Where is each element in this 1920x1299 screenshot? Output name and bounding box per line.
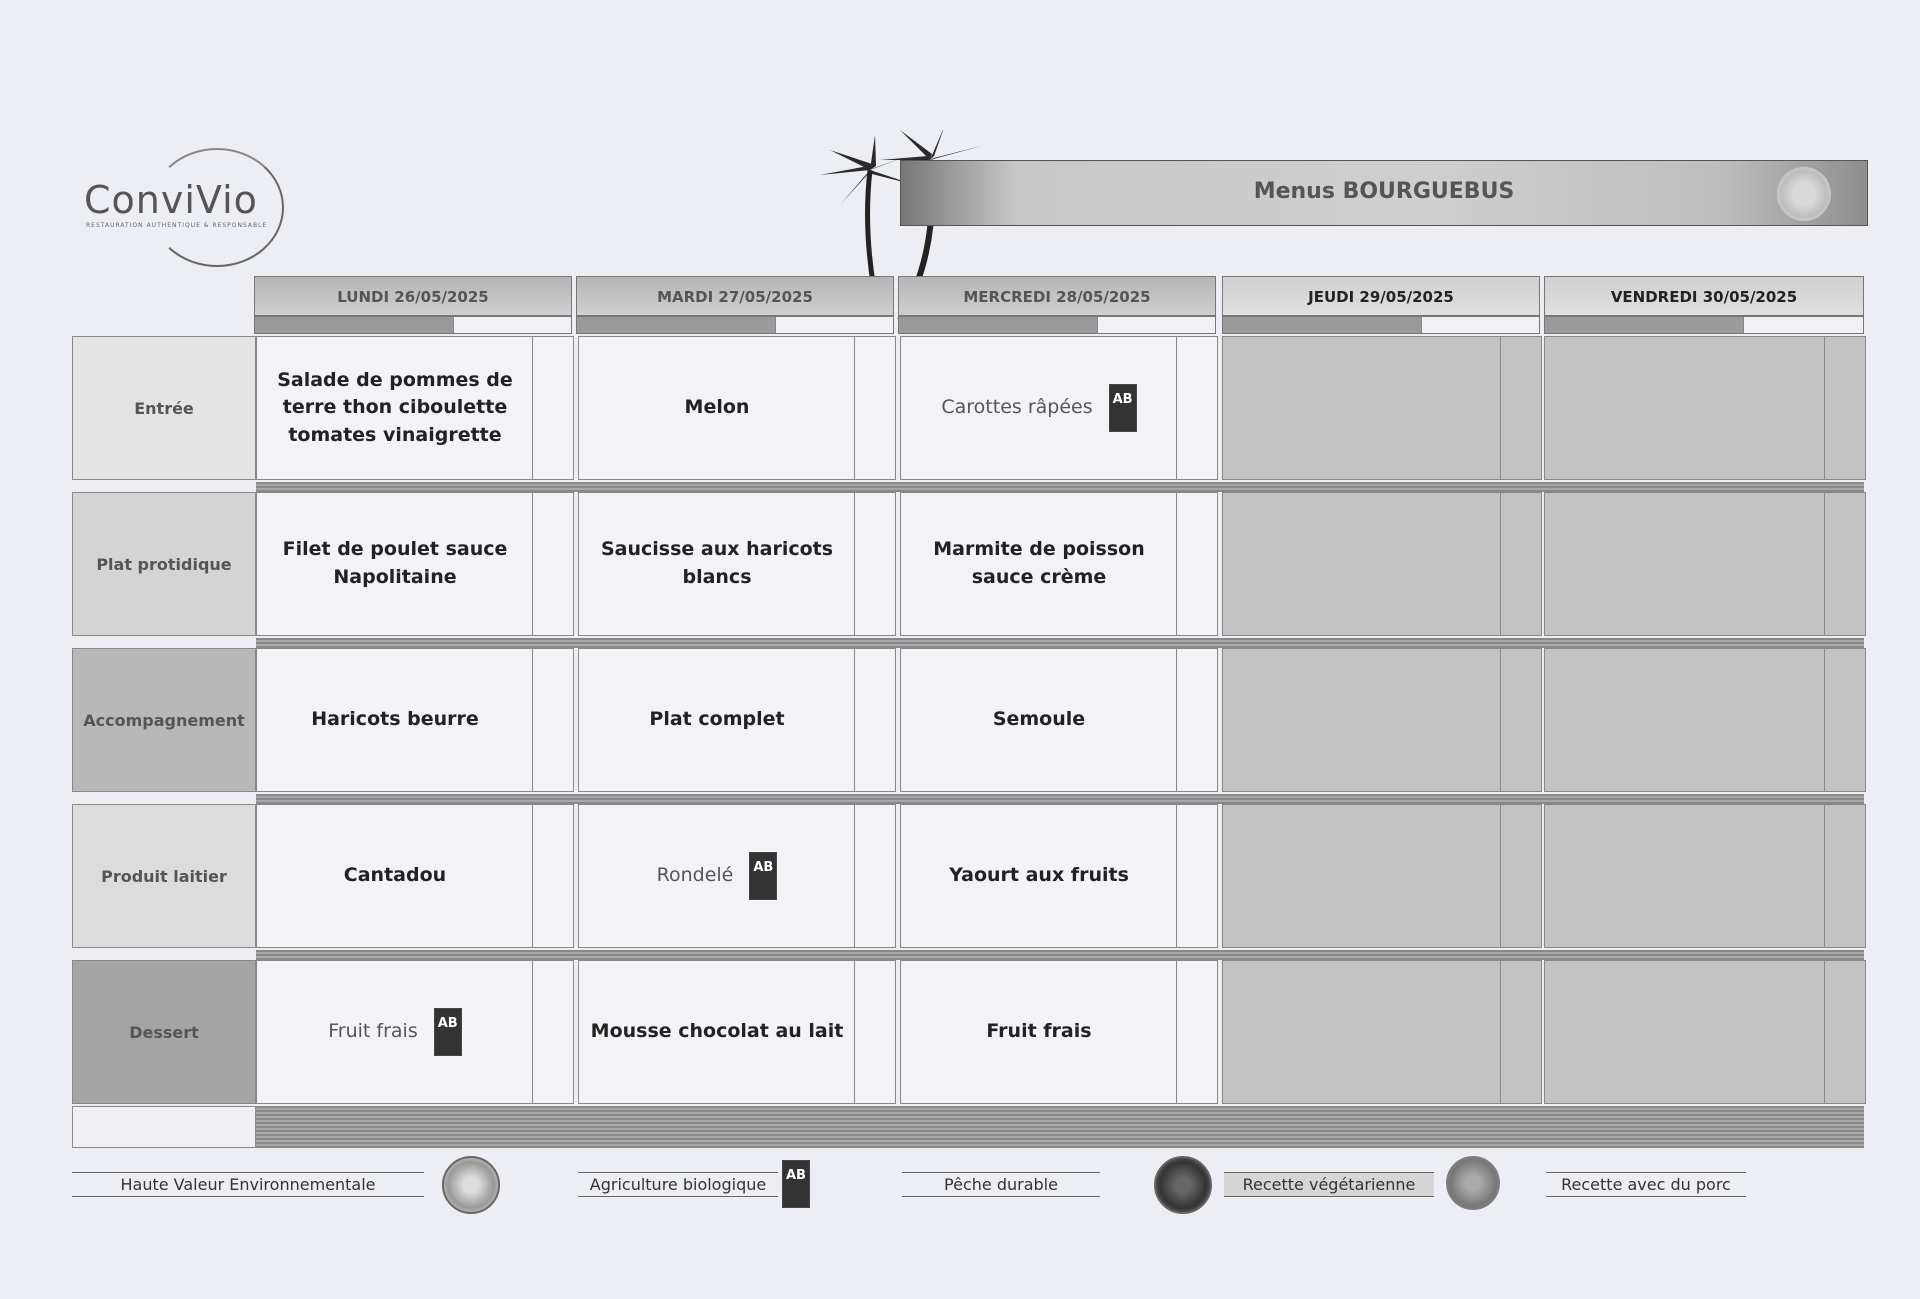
legend-peche: Pêche durable: [902, 1172, 1100, 1197]
day-subheader-vendredi: [1544, 316, 1864, 334]
row-label: Entrée: [72, 336, 256, 480]
cell-side-strip: [1176, 649, 1217, 791]
footer-empty-label: [72, 1106, 256, 1148]
row-separator: [256, 638, 1864, 648]
menu-cell-mercredi: [900, 648, 1218, 792]
menu-cell-jeudi: [1222, 960, 1542, 1104]
menu-cell-lundi: [256, 336, 574, 480]
menu-cell-lundi: [256, 960, 574, 1104]
menu-cell-lundi: [256, 648, 574, 792]
row-label: Produit laitier: [72, 804, 256, 948]
cell-content: [685, 394, 750, 422]
day-header-vendredi: VENDREDI 30/05/2025: [1544, 276, 1864, 316]
vegetarian-icon: [1446, 1156, 1500, 1210]
row-label: Dessert: [72, 960, 256, 1104]
menu-cell-mercredi: [900, 336, 1218, 480]
dish-name: Saucisse aux haricots blancs: [600, 538, 834, 588]
dish-name: Plat complet: [649, 708, 785, 731]
dish-name: Yaourt aux fruits: [949, 864, 1129, 887]
cell-content: [328, 1008, 462, 1056]
ab-logo-icon: AB: [749, 852, 777, 900]
cell-side-strip: [1824, 493, 1865, 635]
ab-logo-icon: AB: [1109, 384, 1137, 432]
dish-name: Cantadou: [343, 864, 447, 887]
cell-side-strip: [532, 805, 573, 947]
msc-seal-icon: [1154, 1156, 1212, 1214]
logo-name: ConviVio: [84, 178, 258, 222]
convivio-logo: [80, 140, 280, 280]
menu-cell-mardi: [578, 648, 896, 792]
menu-cell-mardi: [578, 960, 896, 1104]
cell-content: [907, 536, 1171, 591]
menu-cell-jeudi: [1222, 804, 1542, 948]
day-subheader-mardi: [576, 316, 894, 334]
cell-content: [993, 706, 1085, 734]
cell-side-strip: [1500, 805, 1541, 947]
footer-stripes: [256, 1106, 1864, 1148]
cell-content: [585, 536, 849, 591]
cell-side-strip: [532, 337, 573, 479]
day-header-mercredi: MERCREDI 28/05/2025: [898, 276, 1216, 316]
legend-bio: Agriculture biologique: [578, 1172, 778, 1197]
menu-cell-vendredi: [1544, 804, 1866, 948]
cell-side-strip: [854, 493, 895, 635]
logo-tagline: RESTAURATION AUTHENTIQUE & RESPONSABLE: [86, 222, 268, 229]
menu-cell-vendredi: [1544, 336, 1866, 480]
cell-side-strip: [1176, 805, 1217, 947]
row-separator: [256, 482, 1864, 492]
legend: [0, 1166, 1920, 1196]
menu-cell-lundi: [256, 492, 574, 636]
cell-side-strip: [1824, 649, 1865, 791]
cell-side-strip: [1176, 337, 1217, 479]
legend-porc: Recette avec du porc: [1546, 1172, 1746, 1197]
cell-content: [657, 852, 778, 900]
cell-side-strip: [532, 493, 573, 635]
cell-content: [263, 367, 527, 450]
dish-name: Melon: [684, 396, 750, 419]
day-subheader-lundi: [254, 316, 572, 334]
dish-name: Fruit frais: [328, 1020, 418, 1043]
sun-icon: [1777, 167, 1831, 221]
day-subheader-jeudi: [1222, 316, 1540, 334]
menu-cell-mercredi: [900, 804, 1218, 948]
dish-name: Rondelé: [656, 864, 734, 887]
day-header-lundi: LUNDI 26/05/2025: [254, 276, 572, 316]
cell-content: [344, 862, 446, 890]
cell-content: [949, 862, 1129, 890]
day-header-jeudi: JEUDI 29/05/2025: [1222, 276, 1540, 316]
day-header-mardi: MARDI 27/05/2025: [576, 276, 894, 316]
menu-cell-lundi: [256, 804, 574, 948]
dish-name: Filet de poulet sauce Napolitaine: [282, 538, 508, 588]
menu-cell-jeudi: [1222, 336, 1542, 480]
dish-name: Mousse chocolat au lait: [590, 1020, 844, 1043]
row-label: Accompagnement: [72, 648, 256, 792]
cell-side-strip: [1824, 805, 1865, 947]
cell-side-strip: [1500, 337, 1541, 479]
legend-vegetarien: Recette végétarienne: [1224, 1172, 1434, 1197]
menu-cell-mercredi: [900, 960, 1218, 1104]
dish-name: Carottes râpées: [941, 396, 1093, 419]
cell-side-strip: [532, 649, 573, 791]
cell-side-strip: [854, 649, 895, 791]
page-title: Menus BOURGUEBUS: [1253, 179, 1515, 204]
cell-content: [311, 706, 479, 734]
cell-content: [591, 1018, 844, 1046]
ab-logo-icon: AB: [434, 1008, 462, 1056]
menu-cell-vendredi: [1544, 492, 1866, 636]
cell-side-strip: [854, 961, 895, 1103]
cell-side-strip: [1500, 961, 1541, 1103]
title-banner: [900, 160, 1868, 226]
cell-side-strip: [1176, 961, 1217, 1103]
dish-name: Haricots beurre: [311, 708, 479, 731]
menu-cell-mardi: [578, 492, 896, 636]
cell-content: [263, 536, 527, 591]
cell-side-strip: [854, 337, 895, 479]
row-label: Plat protidique: [72, 492, 256, 636]
cell-content: [649, 706, 784, 734]
menu-cell-mardi: [578, 804, 896, 948]
row-separator: [256, 950, 1864, 960]
menu-cell-vendredi: [1544, 960, 1866, 1104]
hve-seal-icon: [442, 1156, 500, 1214]
dish-name: Marmite de poisson sauce crème: [933, 538, 1145, 588]
dish-name: Semoule: [992, 708, 1086, 731]
ab-logo-icon: AB: [782, 1160, 810, 1208]
dish-name: Salade de pommes de terre thon ciboulette tomates vinaigrette: [277, 368, 513, 446]
menu-cell-mardi: [578, 336, 896, 480]
menu-cell-mercredi: [900, 492, 1218, 636]
cell-content: [986, 1018, 1091, 1046]
cell-side-strip: [1176, 493, 1217, 635]
legend-hve: Haute Valeur Environnementale: [72, 1172, 424, 1197]
cell-side-strip: [1500, 493, 1541, 635]
cell-side-strip: [1500, 649, 1541, 791]
cell-side-strip: [532, 961, 573, 1103]
row-separator: [256, 794, 1864, 804]
day-subheader-mercredi: [898, 316, 1216, 334]
menu-cell-jeudi: [1222, 492, 1542, 636]
cell-side-strip: [854, 805, 895, 947]
cell-side-strip: [1824, 961, 1865, 1103]
menu-cell-vendredi: [1544, 648, 1866, 792]
cell-side-strip: [1824, 337, 1865, 479]
dish-name: Fruit frais: [986, 1020, 1092, 1043]
cell-content: [941, 384, 1136, 432]
menu-cell-jeudi: [1222, 648, 1542, 792]
